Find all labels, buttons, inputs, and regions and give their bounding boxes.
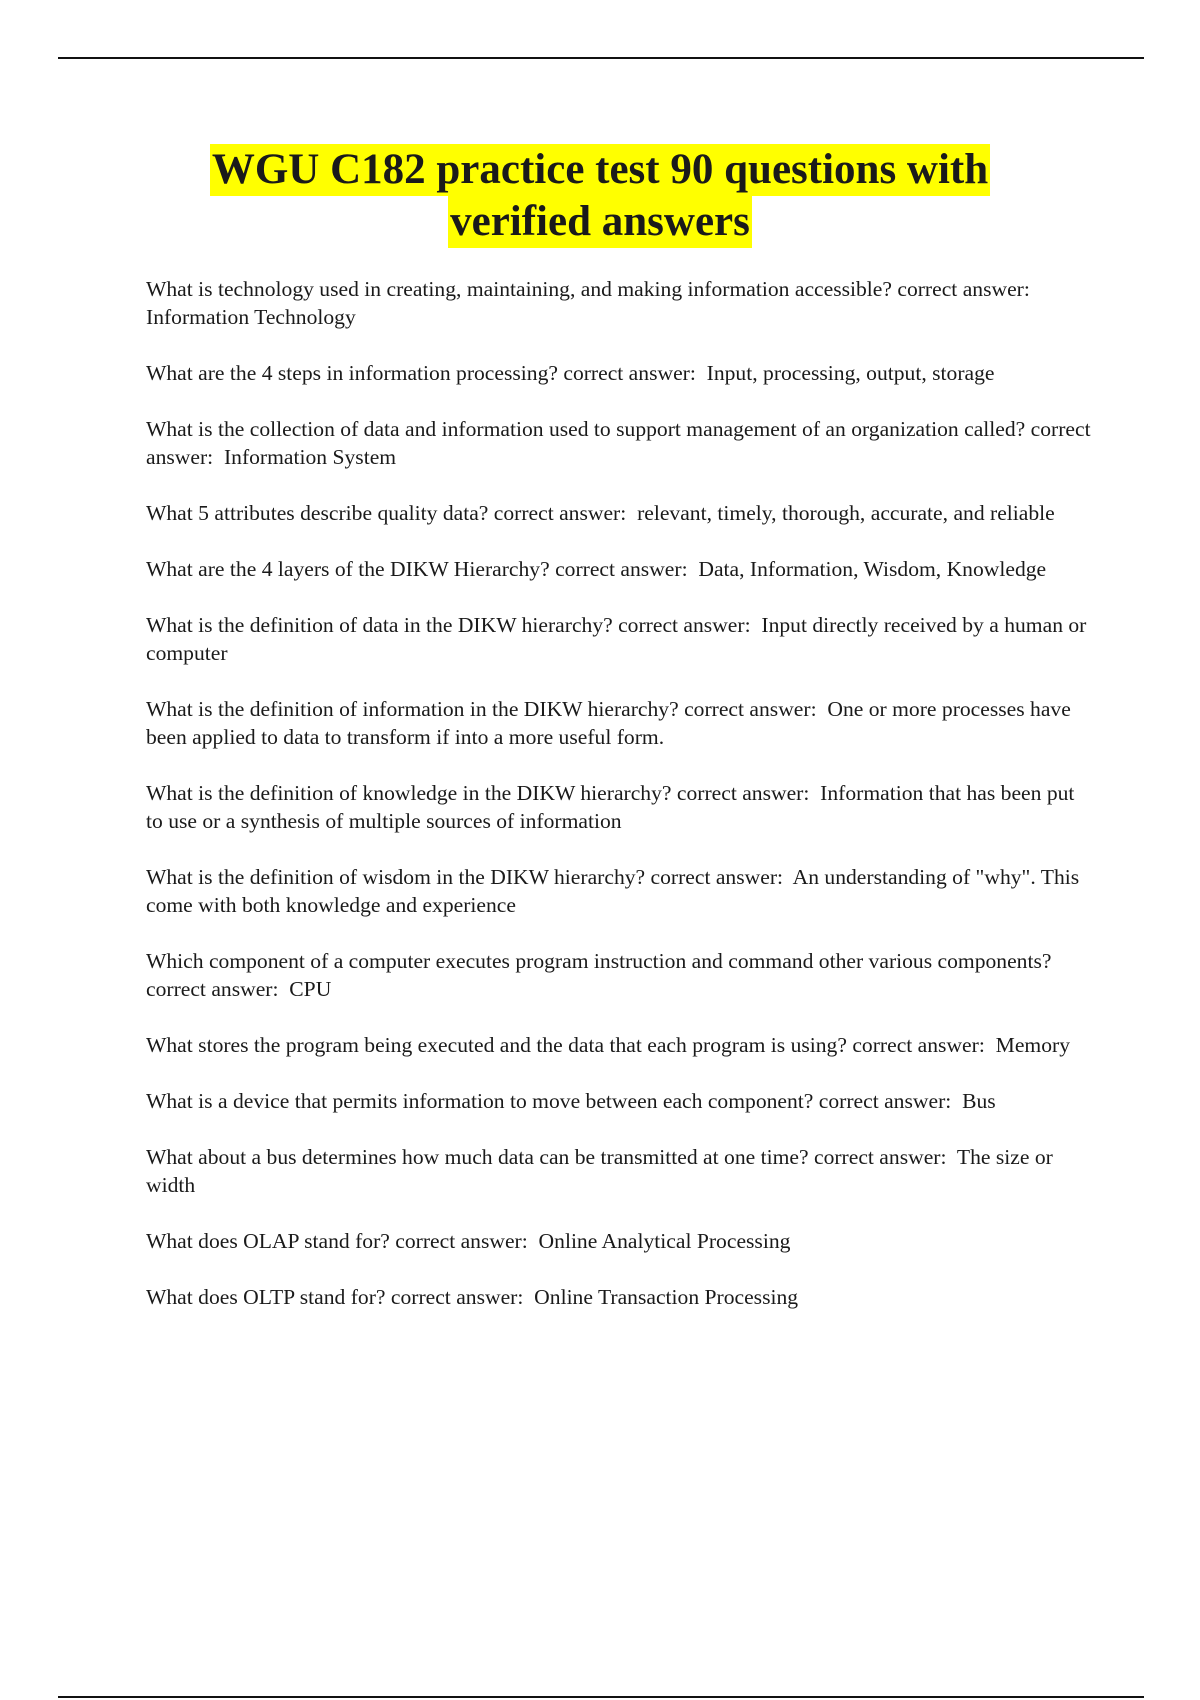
answer-text: Input directly received by a human or computer: [146, 613, 1087, 665]
qa-item: [146, 695, 1096, 751]
qa-item: [146, 415, 1096, 471]
header-rule: [58, 57, 1144, 59]
answer-text: CPU: [289, 977, 332, 1001]
question-text: What is the collection of data and information used to support management of an organization called? correct answer:: [146, 417, 1091, 469]
title-line-1: WGU C182 practice test 90 questions with: [210, 144, 990, 196]
document-title: [0, 144, 1200, 248]
question-text: What is a device that permits information to move between each component? correct answer:: [146, 1089, 952, 1113]
answer-text: Memory: [995, 1033, 1070, 1057]
qa-item: [146, 1227, 1096, 1255]
qa-item: [146, 1087, 1096, 1115]
question-text: What are the 4 layers of the DIKW Hierarchy? correct answer:: [146, 557, 688, 581]
question-text: What is the definition of data in the DIKW hierarchy? correct answer:: [146, 613, 751, 637]
question-text: Which component of a computer executes program instruction and command other various components? correct answer:: [146, 949, 1052, 1001]
answer-text: Data, Information, Wisdom, Knowledge: [698, 557, 1047, 581]
question-text: What does OLTP stand for? correct answer:: [146, 1285, 524, 1309]
qa-item: [146, 499, 1096, 527]
question-text: What about a bus determines how much data can be transmitted at one time? correct answer:: [146, 1145, 947, 1169]
title-line-2: verified answers: [448, 196, 752, 248]
qa-item: [146, 779, 1096, 835]
answer-text: Information System: [223, 445, 397, 469]
answer-text: Information that has been put to use or a synthesis of multiple sources of information: [146, 781, 1075, 833]
question-text: What 5 attributes describe quality data? correct answer:: [146, 501, 627, 525]
answer-text: Input, processing, output, storage: [706, 361, 995, 385]
footer-rule: [58, 1696, 1144, 1698]
answer-text: Bus: [962, 1089, 996, 1113]
answer-text: Online Analytical Processing: [538, 1229, 791, 1253]
question-text: What stores the program being executed and the data that each program is using? correct answer:: [146, 1033, 985, 1057]
qa-item: [146, 275, 1096, 331]
qa-item: [146, 1031, 1096, 1059]
question-text: What is the definition of wisdom in the DIKW hierarchy? correct answer:: [146, 865, 784, 889]
answer-text: relevant, timely, thorough, accurate, and reliable: [637, 501, 1055, 525]
question-text: What is the definition of knowledge in the DIKW hierarchy? correct answer:: [146, 781, 810, 805]
qa-item: [146, 1143, 1096, 1199]
qa-item: [146, 359, 1096, 387]
question-text: What are the 4 steps in information processing? correct answer:: [146, 361, 696, 385]
question-text: What is technology used in creating, maintaining, and making information accessible? correct answer:: [146, 277, 1030, 301]
qa-item: [146, 947, 1096, 1003]
question-text: What does OLAP stand for? correct answer:: [146, 1229, 528, 1253]
answer-text: Information Technology: [146, 305, 356, 329]
qa-item: [146, 1283, 1096, 1311]
answer-text: The size or width: [146, 1145, 1053, 1197]
answer-text: One or more processes have been applied to data to transform if into a more useful form.: [146, 697, 1071, 749]
qa-item: [146, 611, 1096, 667]
answer-text: An understanding of "why". This come with both knowledge and experience: [146, 865, 1080, 917]
qa-list: [146, 275, 1096, 1339]
qa-item: [146, 863, 1096, 919]
answer-text: Online Transaction Processing: [534, 1285, 799, 1309]
qa-item: [146, 555, 1096, 583]
question-text: What is the definition of information in the DIKW hierarchy? correct answer:: [146, 697, 817, 721]
